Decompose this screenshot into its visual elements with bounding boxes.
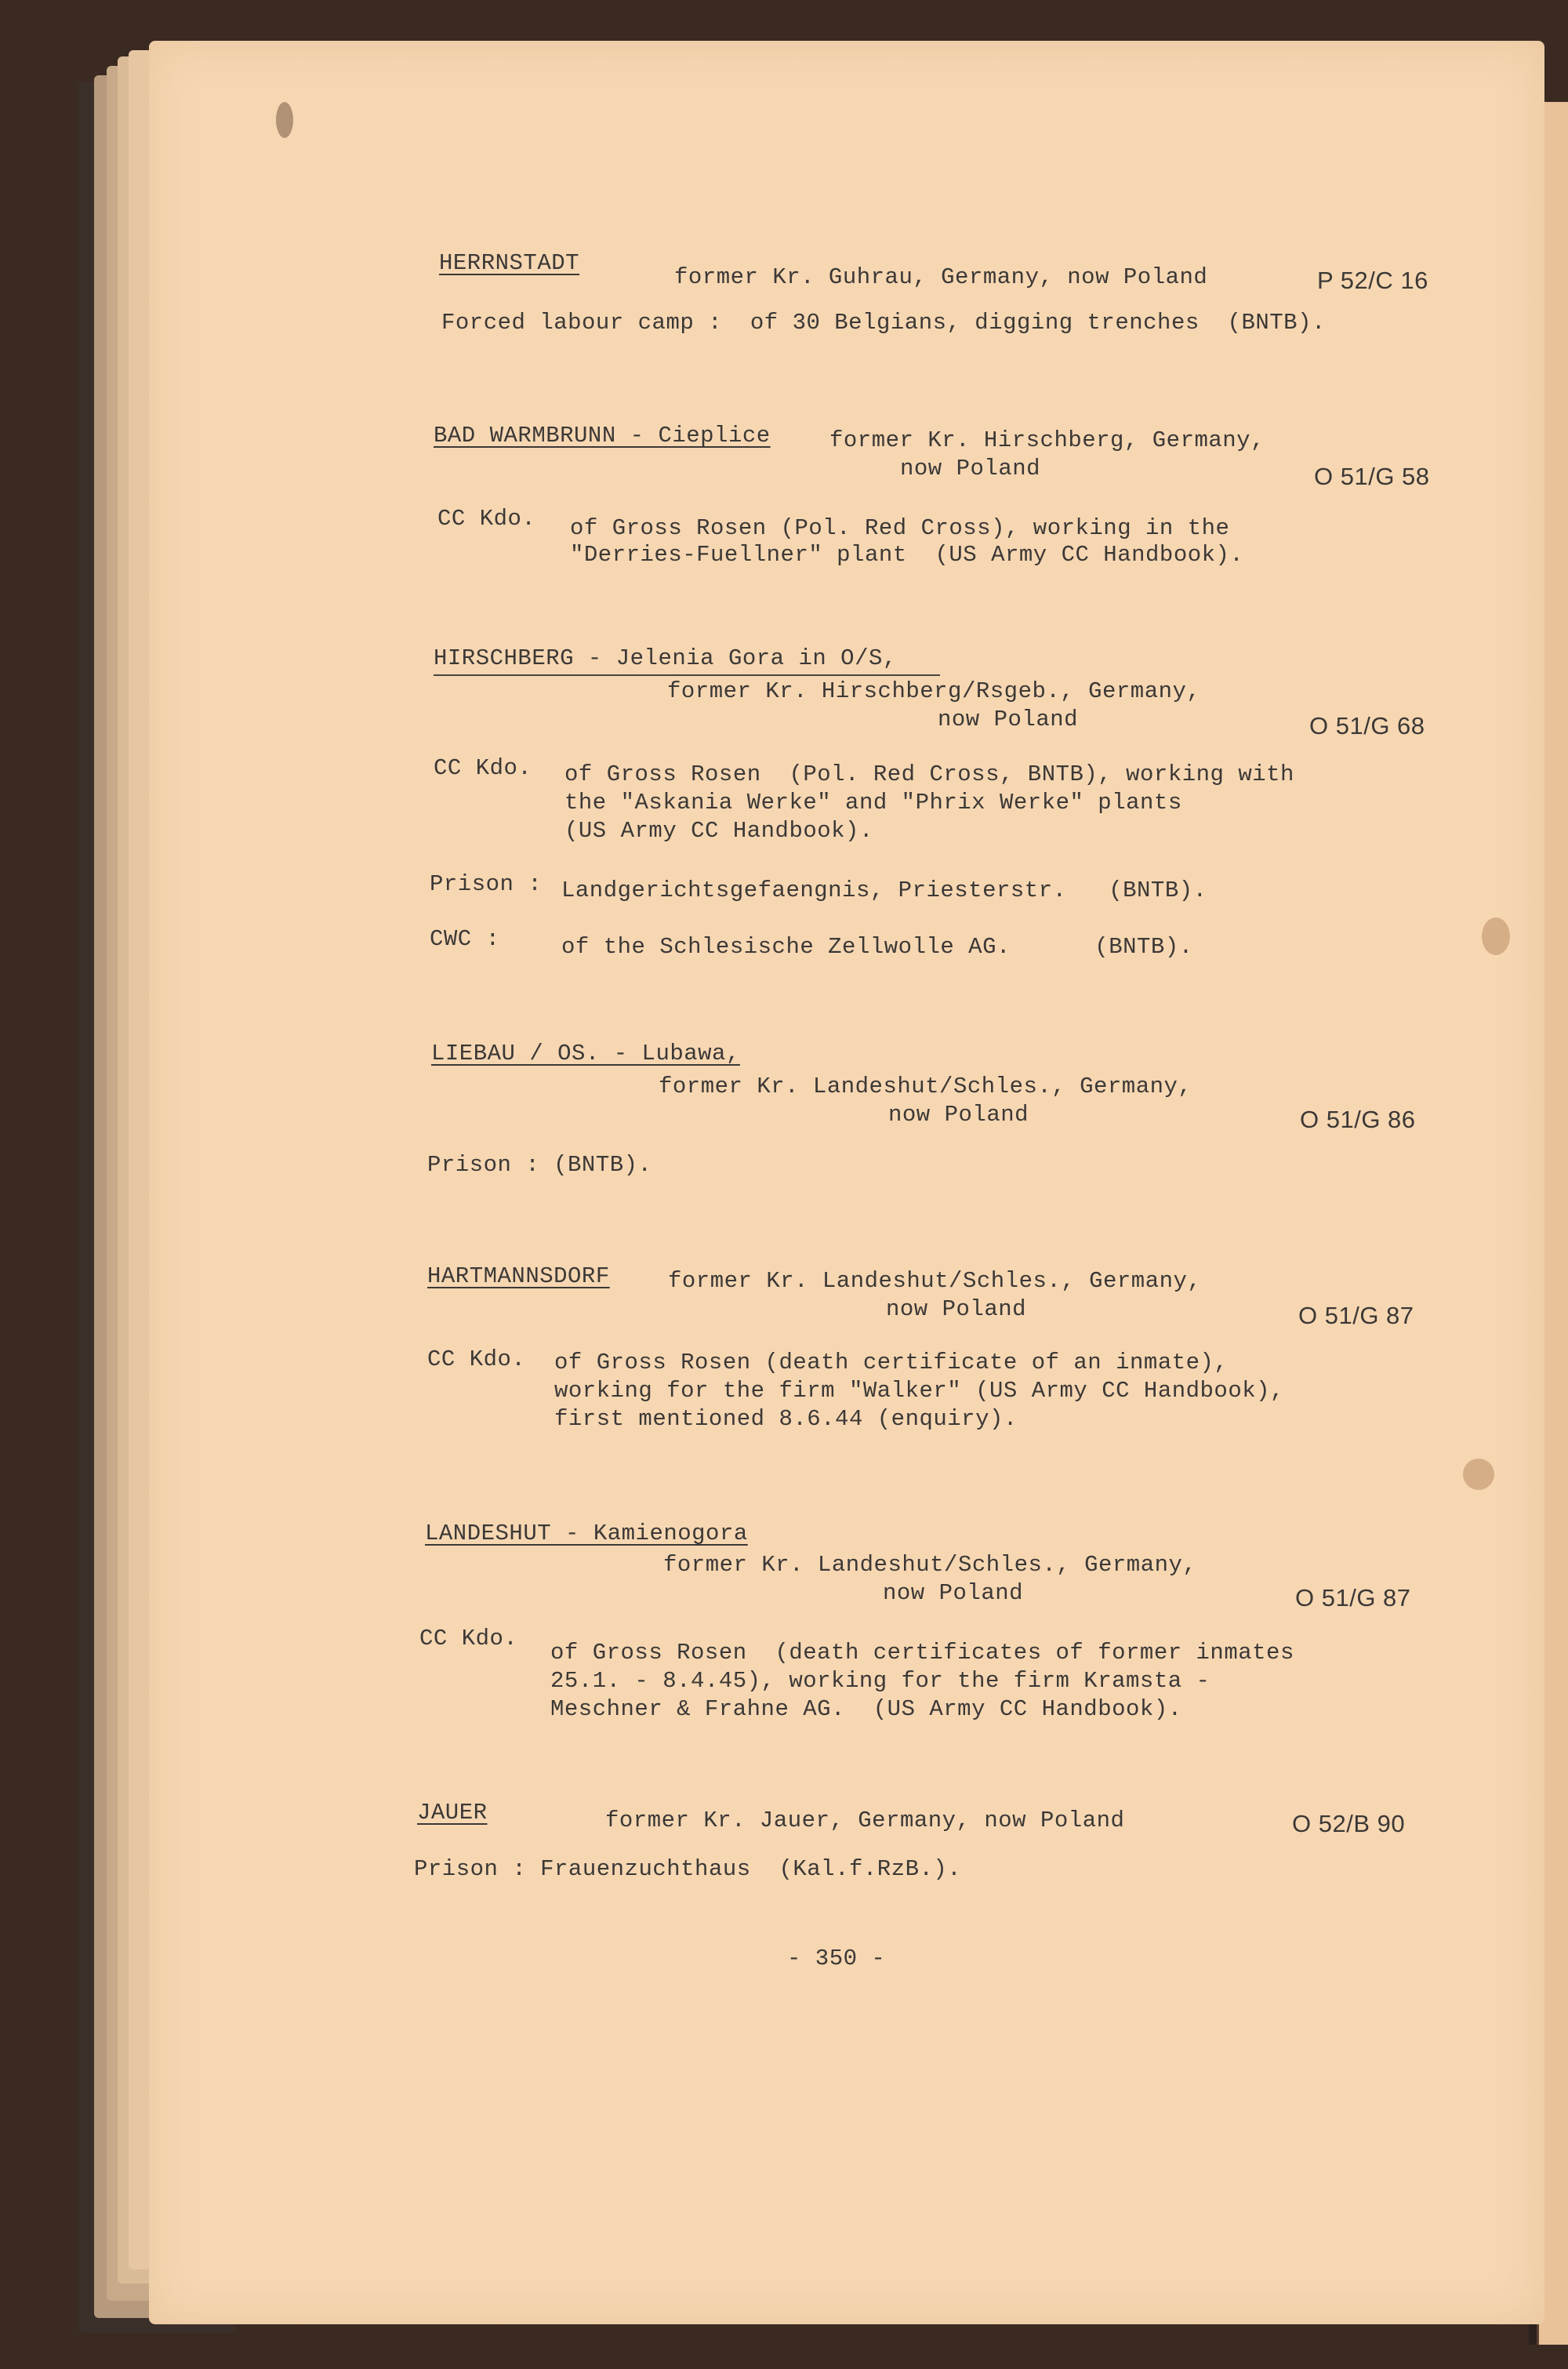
entry-reference: O 51/G 86 [1300,1106,1416,1133]
entry-label: CC Kdo. [419,1626,518,1651]
entry-text: of Gross Rosen (death certificate of an inmate), [554,1350,1229,1375]
entry-heading: HARTMANNSDORF [427,1263,610,1289]
entry-label: CC Kdo. [434,755,532,781]
entry-reference: O 51/G 68 [1309,712,1425,739]
entry-text: working for the firm "Walker" (US Army CC Handbook), [554,1378,1284,1404]
entry-reference: P 52/C 16 [1317,267,1428,294]
entry-reference: O 51/G 87 [1298,1302,1414,1329]
entry-heading: HIRSCHBERG - Jelenia Gora in O/S, [434,645,897,671]
page-hole [1482,917,1510,955]
entry-text: of Gross Rosen (Pol. Red Cross), working in the [570,515,1230,541]
entry-text: of Gross Rosen (death certificates of former inmates [550,1640,1294,1666]
entry-heading: HERRNSTADT [439,250,580,276]
entry-text: of Gross Rosen (Pol. Red Cross, BNTB), working with [564,761,1294,787]
entry-text: of the Schlesische Zellwolle AG. (BNTB). [561,934,1193,960]
entry-heading: JAUER [417,1800,488,1826]
document-page [149,41,1544,2324]
entry-location: former Kr. Hirschberg/Rsgeb., Germany, [667,678,1201,704]
entry-location: former Kr. Guhrau, Germany, now Poland [674,264,1208,290]
entry-text: Forced labour camp : of 30 Belgians, digging trenches (BNTB). [441,310,1326,336]
ink-stain [276,102,293,138]
entry-location: now Poland [888,1102,1029,1128]
entry-text: the "Askania Werke" and "Phrix Werke" plants [564,790,1182,816]
entry-label: CC Kdo. [427,1346,526,1372]
page-hole [1463,1459,1494,1490]
page-number: - 350 - [787,1946,886,1971]
entry-text: "Derries-Fuellner" plant (US Army CC Handbook). [570,542,1244,568]
entry-location: now Poland [900,456,1041,481]
entry-text: Meschner & Frahne AG. (US Army CC Handbook). [550,1696,1182,1722]
entry-text: Prison : Frauenzuchthaus (Kal.f.RzB.). [414,1856,962,1882]
entry-location: former Kr. Jauer, Germany, now Poland [605,1808,1125,1833]
entry-text: Prison : (BNTB). [427,1152,652,1178]
entry-location: now Poland [886,1296,1027,1322]
entry-text: first mentioned 8.6.44 (enquiry). [554,1406,1018,1432]
entry-label: CWC : [430,926,500,952]
entry-reference: O 51/G 58 [1314,463,1430,490]
entry-heading: LIEBAU / OS. - Lubawa, [431,1041,740,1066]
heading-underline [434,674,940,676]
entry-text: Landgerichtsgefaengnis, Priesterstr. (BNTB). [561,877,1207,903]
entry-location: former Kr. Landeshut/Schles., Germany, [663,1552,1197,1578]
entry-heading: LANDESHUT - Kamienogora [425,1521,748,1546]
entry-text: (US Army CC Handbook). [564,818,873,844]
entry-location: former Kr. Landeshut/Schles., Germany, [668,1268,1202,1294]
entry-label: Prison : [430,871,543,897]
entry-reference: O 52/B 90 [1292,1810,1406,1837]
entry-location: former Kr. Hirschberg, Germany, [829,427,1265,453]
entry-location: former Kr. Landeshut/Schles., Germany, [659,1074,1192,1099]
entry-location: now Poland [938,707,1079,732]
entry-reference: O 51/G 87 [1295,1584,1411,1611]
entry-text: 25.1. - 8.4.45), working for the firm Kramsta - [550,1668,1210,1694]
entry-heading: BAD WARMBRUNN - Cieplice [434,423,771,449]
entry-location: now Poland [883,1580,1024,1606]
entry-label: CC Kdo. [437,506,536,532]
